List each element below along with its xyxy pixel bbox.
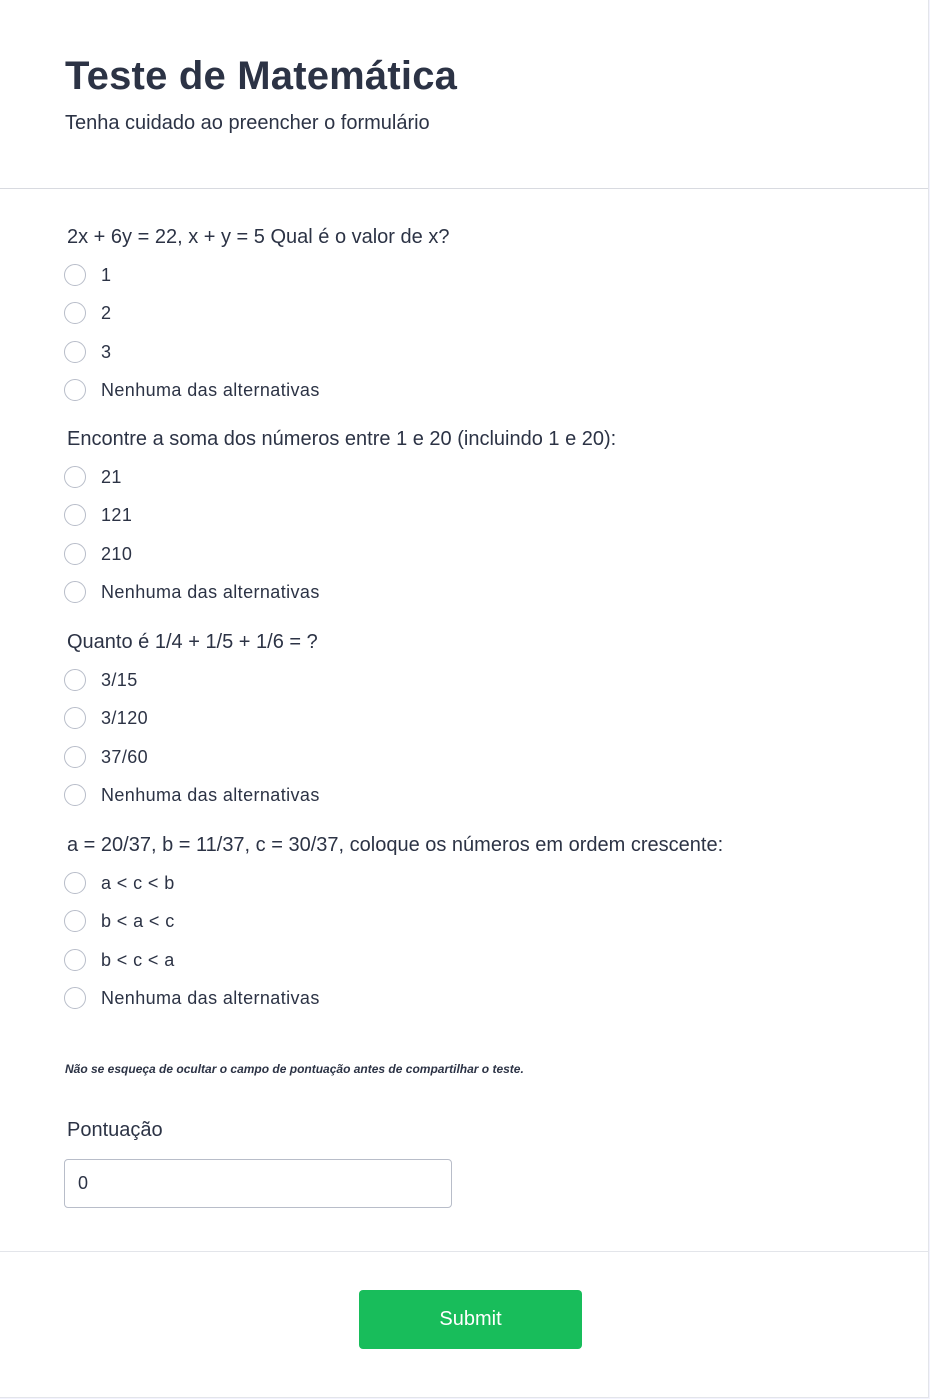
option-label: 210 bbox=[101, 543, 133, 564]
option[interactable] bbox=[67, 661, 907, 699]
radio-button[interactable] bbox=[64, 784, 86, 806]
score-hide-note: Não se esqueça de ocultar o campo de pontuação antes de compartilhar o teste. bbox=[65, 1062, 524, 1076]
option[interactable] bbox=[67, 256, 907, 294]
option[interactable] bbox=[67, 371, 907, 409]
option[interactable] bbox=[67, 496, 907, 534]
option[interactable] bbox=[67, 535, 907, 573]
radio-button[interactable] bbox=[64, 949, 86, 971]
option-label: 1 bbox=[101, 265, 112, 286]
question-label: 2x + 6y = 22, x + y = 5 Qual é o valor de x? bbox=[67, 226, 450, 248]
option[interactable] bbox=[67, 333, 907, 371]
form-subtitle: Tenha cuidado ao preencher o formulário bbox=[65, 112, 430, 134]
option-label: 37/60 bbox=[101, 746, 149, 767]
option[interactable] bbox=[67, 979, 907, 1017]
option-label: Nenhuma das alternativas bbox=[101, 785, 320, 806]
form-title: Teste de Matemática bbox=[65, 54, 458, 98]
option-label: a < c < b bbox=[101, 873, 175, 894]
score-input[interactable] bbox=[64, 1159, 452, 1208]
radio-button[interactable] bbox=[64, 910, 86, 932]
option[interactable] bbox=[67, 902, 907, 940]
radio-button[interactable] bbox=[64, 669, 86, 691]
option-label: 3/15 bbox=[101, 670, 138, 691]
radio-button[interactable] bbox=[64, 379, 86, 401]
question-1 bbox=[67, 224, 907, 409]
option[interactable] bbox=[67, 573, 907, 611]
option-label: 3 bbox=[101, 341, 112, 362]
option-label: Nenhuma das alternativas bbox=[101, 988, 320, 1009]
radio-button[interactable] bbox=[64, 581, 86, 603]
question-label: Encontre a soma dos números entre 1 e 20 (incluindo 1 e 20): bbox=[67, 428, 617, 450]
radio-button[interactable] bbox=[64, 543, 86, 565]
submit-button[interactable]: Submit bbox=[359, 1290, 582, 1349]
radio-button[interactable] bbox=[64, 504, 86, 526]
radio-button[interactable] bbox=[64, 872, 86, 894]
option-label: 3/120 bbox=[101, 708, 149, 729]
option[interactable] bbox=[67, 294, 907, 332]
option[interactable] bbox=[67, 864, 907, 902]
option-label: 2 bbox=[101, 303, 112, 324]
radio-button[interactable] bbox=[64, 264, 86, 286]
option[interactable] bbox=[67, 738, 907, 776]
score-label: Pontuação bbox=[67, 1119, 163, 1141]
option[interactable] bbox=[67, 699, 907, 737]
option-label: b < c < a bbox=[101, 949, 175, 970]
question-label: a = 20/37, b = 11/37, c = 30/37, coloque os números em ordem crescente: bbox=[67, 834, 724, 856]
radio-button[interactable] bbox=[64, 466, 86, 488]
footer-divider bbox=[0, 1251, 928, 1252]
radio-button[interactable] bbox=[64, 707, 86, 729]
question-3 bbox=[67, 629, 907, 814]
form-header bbox=[0, 0, 928, 189]
question-4 bbox=[67, 832, 907, 1017]
option[interactable] bbox=[67, 458, 907, 496]
option-label: Nenhuma das alternativas bbox=[101, 380, 320, 401]
option[interactable] bbox=[67, 941, 907, 979]
radio-button[interactable] bbox=[64, 987, 86, 1009]
radio-button[interactable] bbox=[64, 341, 86, 363]
option-label: Nenhuma das alternativas bbox=[101, 582, 320, 603]
question-2 bbox=[67, 426, 907, 611]
question-label: Quanto é 1/4 + 1/5 + 1/6 = ? bbox=[67, 631, 318, 653]
option[interactable] bbox=[67, 776, 907, 814]
option-label: 121 bbox=[101, 505, 133, 526]
option-label: 21 bbox=[101, 467, 122, 488]
radio-button[interactable] bbox=[64, 746, 86, 768]
option-label: b < a < c bbox=[101, 911, 175, 932]
radio-button[interactable] bbox=[64, 302, 86, 324]
